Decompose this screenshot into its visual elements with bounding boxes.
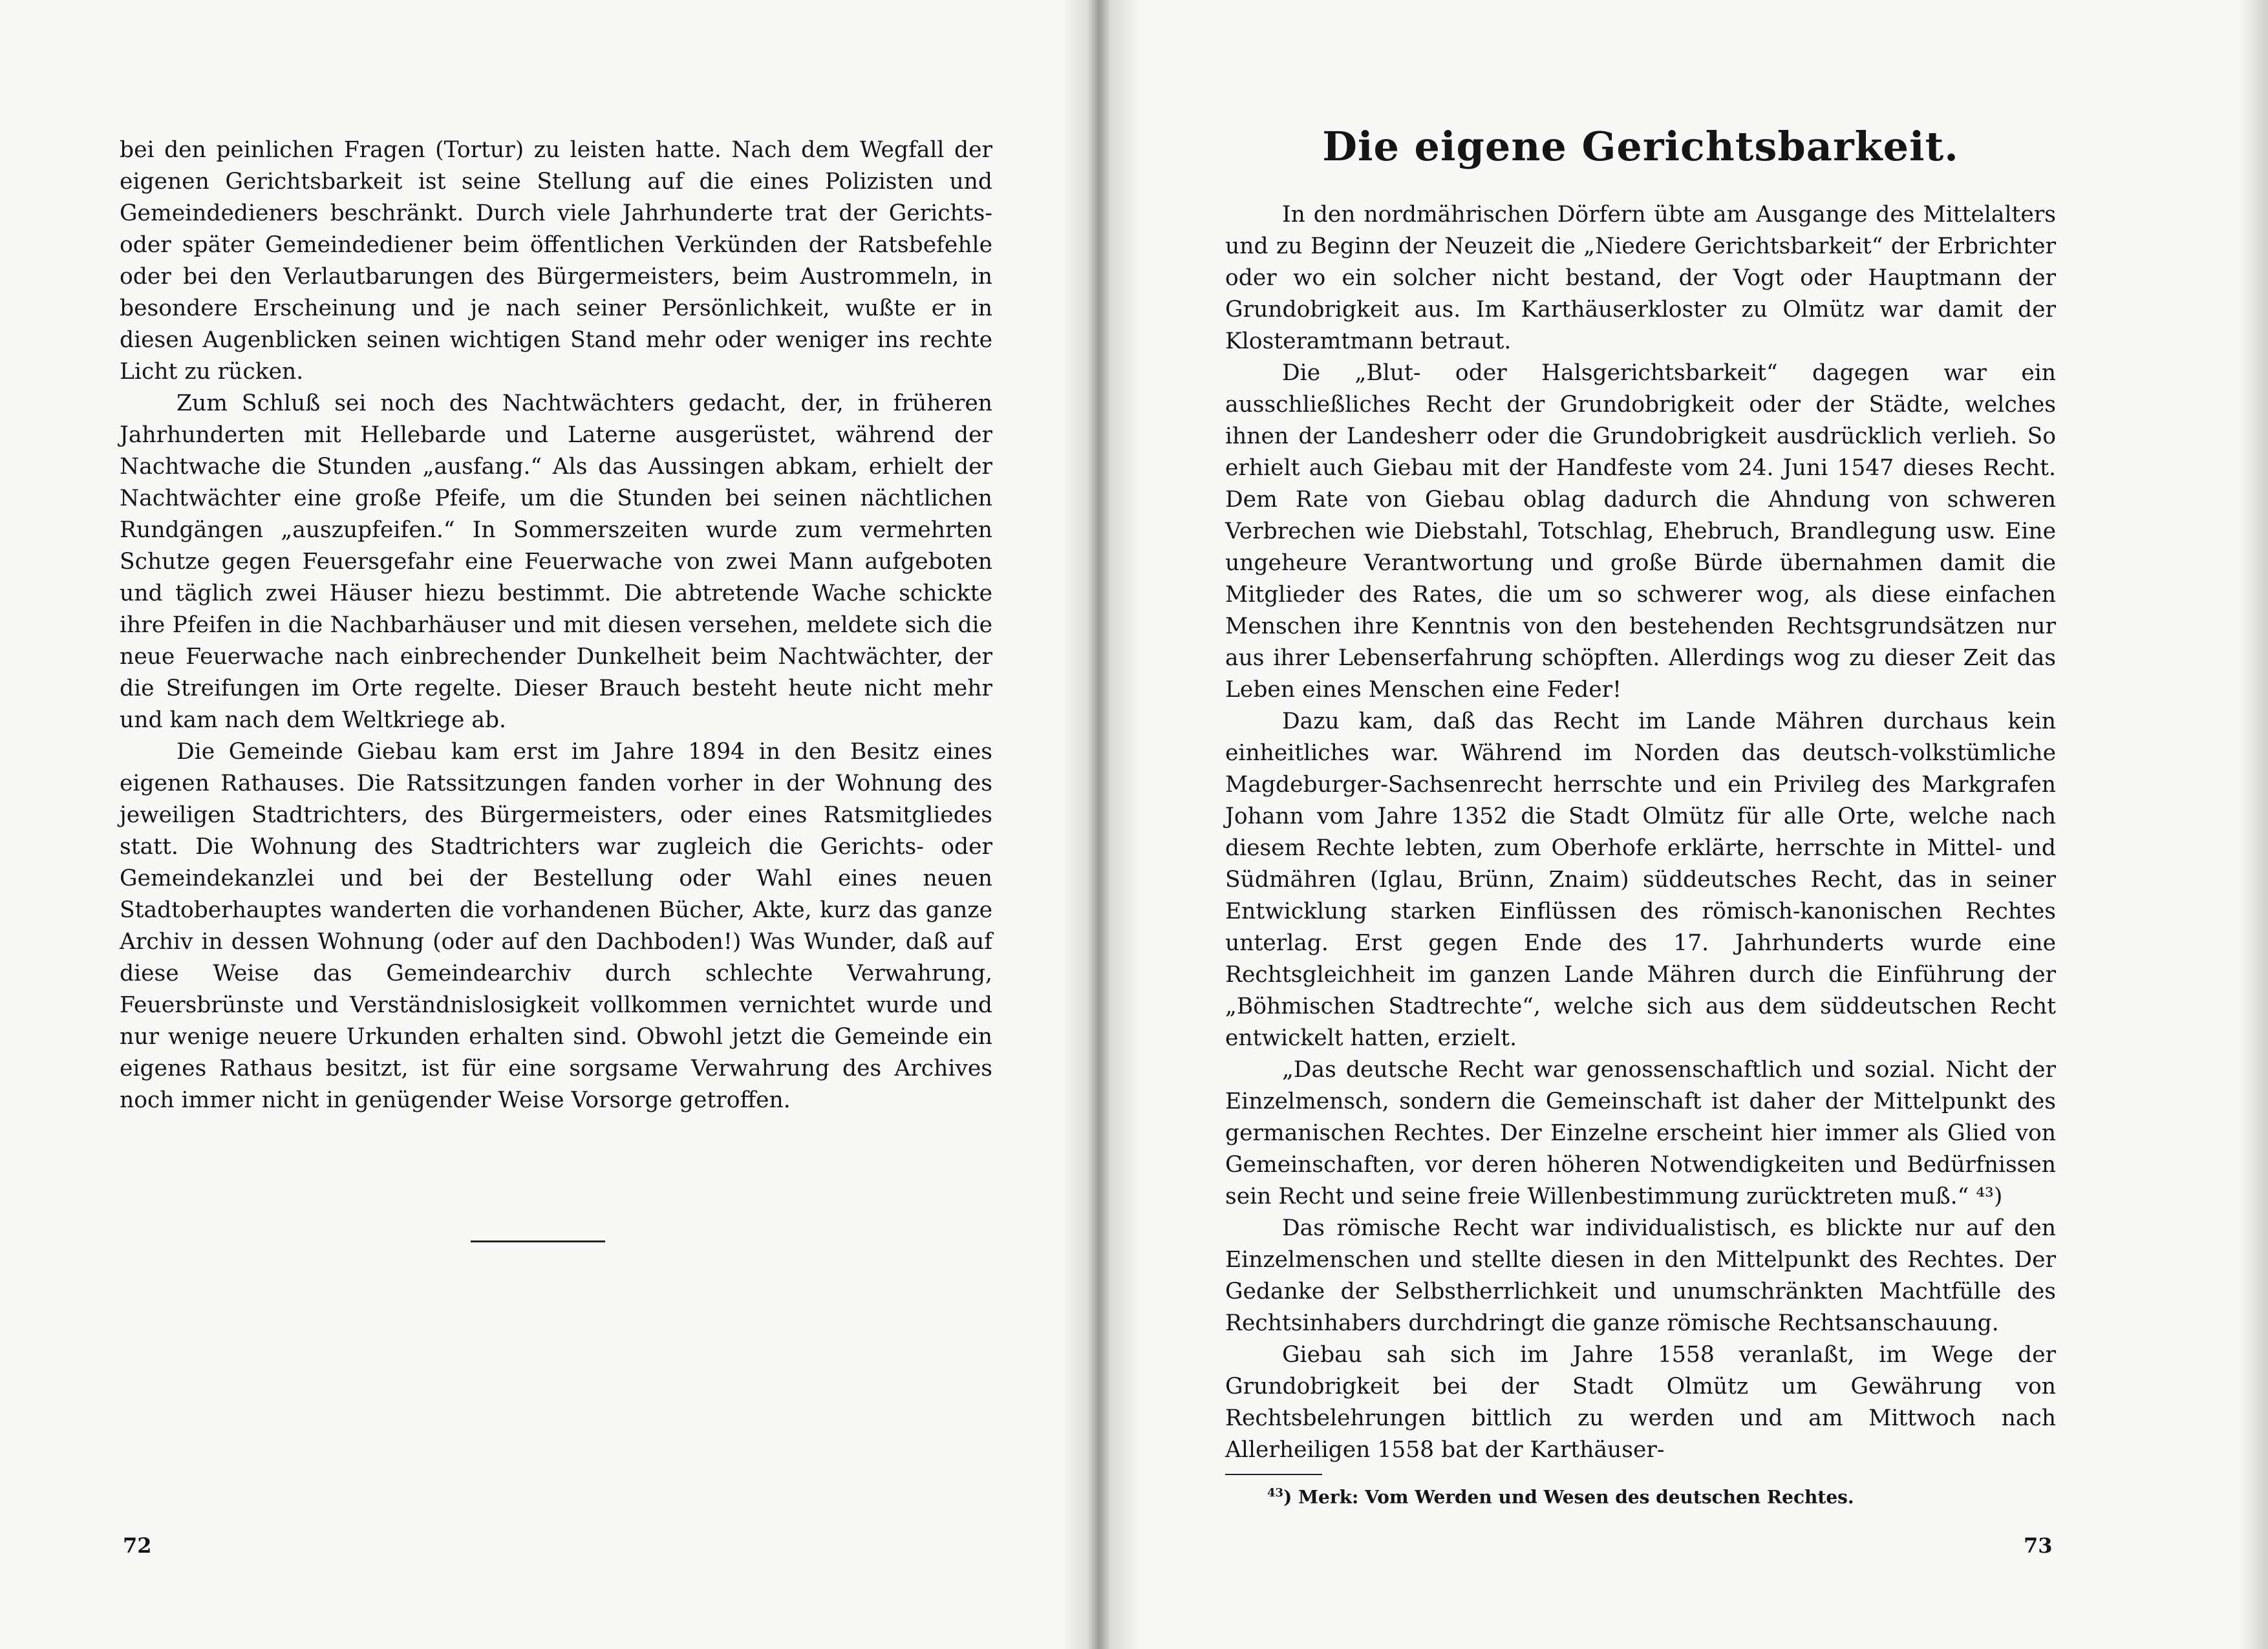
footnote — [1267, 1480, 2056, 1510]
page-edge-shadow — [2242, 0, 2268, 1649]
book-gutter — [1060, 0, 1138, 1649]
left-paragraph-2: Zum Schluß sei noch des Nachtwächters gedacht, der, in früheren Jahrhunderten mit Hellebarde und Laterne ausgerüstet, während der Nachtwache die Stunden „ausfang.“ Als das Aussingen abkam, erhielt der Nachtwächter eine große Pfeife, um die Stunden bei seinen nächtlichen Rundgängen „auszupfeifen.“ In Sommerszeiten wurde zum vermehrten Schutze gegen Feuersgefahr eine Feuerwache von zwei Mann aufgeboten und täglich zwei Häuser hiezu bestimmt. Die abtretende Wache schickte ihre Pfeifen in die Nachbarhäuser und mit diesen versehen, meldete sich die neue Feuerwache nach einbrechender Dunkelheit beim Nachtwächter, der die Streifungen im Orte regelte. Dieser Brauch besteht heute nicht mehr und kam nach dem Weltkriege ab. — [120, 390, 992, 733]
right-paragraph-5: Das römische Recht war individualistisch, es blickte nur auf den Einzelmenschen und stellte diesen in den Mittelpunkt des Rechtes. Der Gedanke der Selbstherrlichkeit und unumschränkten Machtfülle des Rechtsinhabers durchdringt die ganze römische Rechtsanschauung. — [1225, 1215, 2056, 1336]
page-number-right: 73 — [2024, 1533, 2053, 1558]
right-page-body — [1225, 199, 2056, 1466]
left-paragraph-1: bei den peinlichen Fragen (Tortur) zu leisten hatte. Nach dem Wegfall der eigenen Gerichtsbarkeit ist seine Stellung auf die eines Polizisten und Gemeindedieners beschränkt. Durch viele Jahrhunderte trat der Gerichts- oder später Gemeindediener beim öffentlichen Verkünden der Ratsbefehle oder bei den Verlautbarungen des Bürgermeisters, beim Austrommeln, in besondere Erscheinung und je nach seiner Persönlichkeit, wußte er in diesen Augenblicken seinen wichtigen Stand mehr oder weniger ins rechte Licht zu rücken. — [120, 137, 992, 385]
right-paragraph-2: Die „Blut- oder Halsgerichtsbarkeit“ dagegen war ein ausschließliches Recht der Grundobrigkeit oder der Städte, welches ihnen der Landesherr oder die Grundobrigkeit ausdrücklich verlieh. So erhielt auch Giebau mit der Handfeste vom 24. Juni 1547 dieses Recht. Dem Rate von Giebau oblag dadurch die Ahndung von schweren Verbrechen wie Diebstahl, Totschlag, Ehebruch, Brandlegung usw. Eine ungeheure Verantwortung und große Bürde übernahmen damit die Mitglieder des Rates, die um so schwerer wog, als diese einfachen Menschen ihre Kenntnis von den bestehenden Rechtsgrundsätzen nur aus ihrer Lebenserfahrung schöpften. Allerdings wog zu dieser Zeit das Leben eines Menschen eine Feder! — [1225, 360, 2056, 703]
right-paragraph-6: Giebau sah sich im Jahre 1558 veranlaßt, im Wege der Grundobrigkeit bei der Stadt Olmütz um Gewährung von Rechtsbelehrungen bittlich zu werden und am Mittwoch nach Allerheiligen 1558 bat der Karthäuser- — [1225, 1342, 2056, 1463]
left-paragraph-3: Die Gemeinde Giebau kam erst im Jahre 1894 in den Besitz eines eigenen Rathauses. Die Ratssitzungen fanden vorher in der Wohnung des jeweiligen Stadtrichters, des Bürgermeisters, oder eines Ratsmitgliedes statt. Die Wohnung des Stadtrichters war zugleich die Gerichts- oder Gemeindekanzlei und bei der Bestellung oder Wahl eines neuen Stadtoberhauptes wanderten die vorhandenen Bücher, Akte, kurz das ganze Archiv in dessen Wohnung (oder auf den Dachboden!) Was Wunder, daß auf diese Weise das Gemeindearchiv durch schlechte Verwahrung, Feuersbrünste und Verständnislosigkeit vollkommen vernichtet wurde und nur wenige neuere Urkunden erhalten sind. Obwohl jetzt die Gemeinde ein eigenes Rathaus besitzt, ist für eine sorgsame Verwahrung des Archives noch immer nicht in genügender Weise Vorsorge getroffen. — [120, 739, 992, 1113]
footnote-rule — [1225, 1474, 1322, 1475]
right-paragraph-3: Dazu kam, daß das Recht im Lande Mähren durchaus kein einheitliches war. Während im Norden das deutsch-volkstümliche Magdeburger-Sachsenrecht herrschte und ein Privileg des Markgrafen Johann vom Jahre 1352 die Stadt Olmütz für alle Orte, welche nach diesem Rechte lebten, zum Oberhofe erklärte, herrschte in Mittel- und Südmähren (Iglau, Brünn, Znaim) süddeutsches Recht, das in seiner Entwicklung starken Einflüssen des römisch-kanonischen Rechtes unterlag. Erst gegen Ende des 17. Jahrhunderts wurde eine Rechtsgleichheit im ganzen Lande Mähren durch die Einführung der „Böhmischen Stadtrechte“, welche sich aus dem süddeutschen Recht entwickelt hatten, erzielt. — [1225, 708, 2056, 1051]
right-paragraph-4: „Das deutsche Recht war genossenschaftlich und sozial. Nicht der Einzelmensch, sondern die Gemeinschaft ist daher der Mittelpunkt des germanischen Rechtes. Der Einzelne erscheint hier immer als Glied von Gemeinschaften, vor deren höheren Notwendigkeiten und Bedürfnissen sein Recht und seine freie Willenbestimmung zurücktreten muß.“ ⁴³) — [1225, 1057, 2056, 1209]
footnote-marker: 43 — [1267, 1486, 1284, 1500]
section-end-rule — [471, 1240, 605, 1242]
right-paragraph-1: In den nordmährischen Dörfern übte am Ausgange des Mittelalters und zu Beginn der Neuzeit die „Niedere Gerichtsbarkeit“ der Erbrichter oder wo ein solcher nicht bestand, der Vogt oder Hauptmann der Grundobrigkeit aus. Im Karthäuserkloster zu Olmütz war damit der Klosteramtmann betraut. — [1225, 202, 2056, 354]
chapter-title: Die eigene Gerichtsbarkeit. — [1322, 123, 1959, 170]
left-page-body — [120, 134, 992, 1116]
footnote-text: ) Merk: Vom Werden und Wesen des deutschen Rechtes. — [1283, 1486, 1854, 1508]
page-number-left: 72 — [123, 1533, 152, 1558]
